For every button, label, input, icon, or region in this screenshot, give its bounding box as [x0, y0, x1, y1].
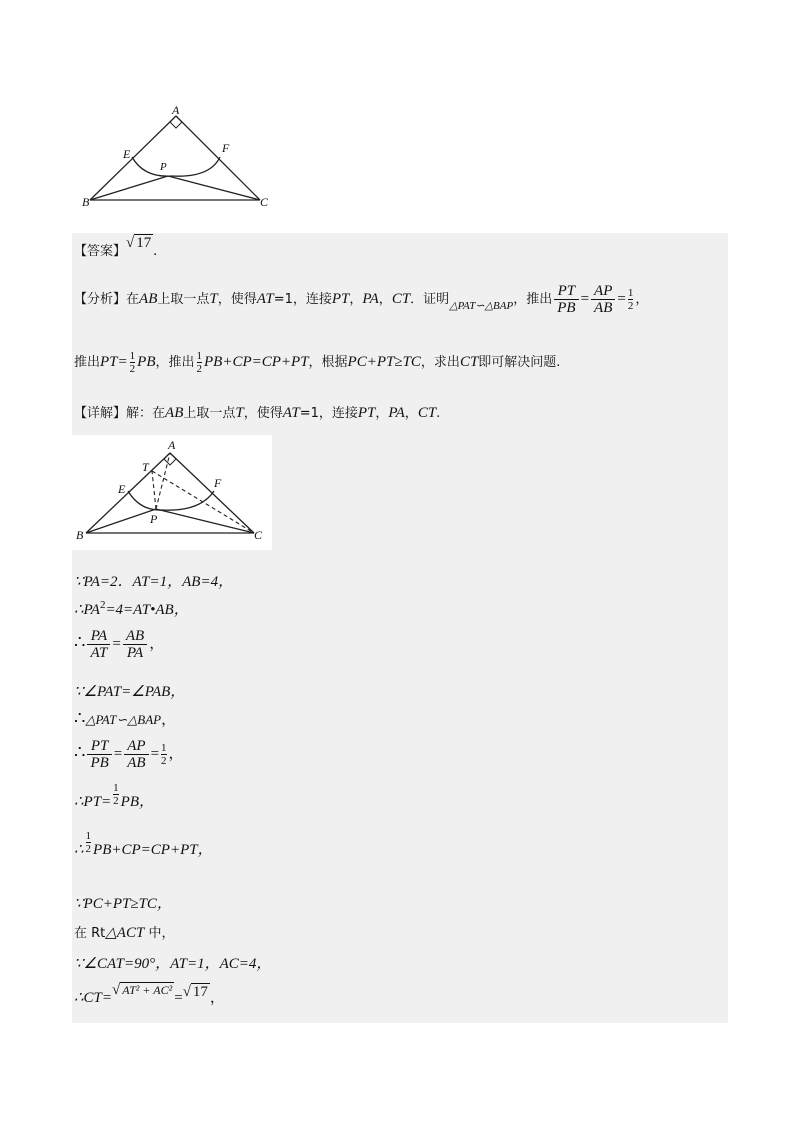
- step-1: ∵PA=2．AT=1，AB=4，: [74, 574, 234, 590]
- segment-ab: [86, 453, 170, 533]
- fraction-pt-pb: $\frac{PT}{PB}$: [554, 283, 578, 316]
- step-2: $\therefore PA^2=4=AT•AB$，: [74, 599, 189, 618]
- text: PA: [362, 290, 379, 307]
- text: 在: [126, 291, 140, 307]
- figure-1-diagram: [80, 100, 280, 212]
- segment-pt-dashed: [152, 471, 156, 509]
- answer-tag: 【答案】: [74, 244, 127, 259]
- label-f: F: [214, 476, 222, 490]
- text: PT=: [100, 353, 128, 370]
- segment-bp: [86, 509, 156, 533]
- fraction-half: $\frac{1}{2}$: [129, 350, 136, 375]
- fraction-half: $\frac{1}{2}$: [627, 287, 634, 312]
- text: PC+PT≥TC: [347, 353, 421, 370]
- text: ，: [378, 291, 392, 307]
- fraction-half: $\frac{1}{2}$: [85, 830, 92, 856]
- text: AB: [139, 290, 158, 307]
- text: 上取一点: [183, 406, 236, 421]
- text: CT: [391, 290, 411, 307]
- step-4: ∵∠PAT=∠PAB，: [74, 684, 186, 700]
- text: .: [436, 406, 441, 421]
- label-b: B: [76, 528, 84, 542]
- text: CT: [459, 353, 479, 370]
- fraction-half: $\frac{1}{2}$: [113, 782, 119, 808]
- text: AB: [165, 405, 184, 421]
- fraction-half: $\frac{1}{2}$: [161, 742, 167, 767]
- label-c: C: [260, 195, 269, 209]
- text: ，推出: [513, 291, 553, 307]
- equals: =: [580, 290, 590, 307]
- text: PT: [357, 405, 376, 421]
- text: ，: [375, 406, 389, 421]
- step-8: ∴ $\frac{1}{2}$ PB+CP=CP+PT，: [74, 830, 213, 858]
- text: ，求出: [420, 354, 460, 370]
- text: 上取一点: [157, 291, 210, 307]
- text: ，使得: [243, 406, 283, 421]
- answer-line: [74, 235, 157, 260]
- answer-sqrt: √ 17: [126, 235, 152, 251]
- step-6: ∴ $\frac{PT}{PB}$ = $\frac{AP}{AB}$ = $\frac{1}{2}$ ，: [74, 738, 184, 771]
- step-5: ∴△PAT∽△BAP，: [74, 708, 177, 728]
- text: ，: [635, 291, 649, 307]
- text: PT: [331, 290, 350, 307]
- label-c: C: [254, 528, 263, 542]
- figure-2-container: [72, 435, 272, 550]
- label-p: P: [160, 161, 167, 173]
- text: ，使得: [217, 291, 257, 307]
- label-a: A: [168, 438, 176, 452]
- text: AT: [282, 405, 300, 421]
- sqrt-expression: √ AT² + AC²: [112, 982, 173, 998]
- segment-ac: [176, 116, 260, 200]
- text: 即可解决问题.: [478, 354, 561, 370]
- step-10: 在 Rt△ACT 中，: [74, 925, 175, 941]
- text: ．证明: [410, 291, 450, 307]
- text: CT: [417, 405, 437, 421]
- segment-pa-dashed: [156, 453, 170, 509]
- label-f: F: [222, 141, 230, 155]
- analysis-line-2: [74, 350, 560, 375]
- step-11: ∵∠CAT=90°，AT=1，AC=4，: [74, 956, 272, 972]
- equals: =: [617, 290, 626, 307]
- segment-pc: [156, 509, 254, 533]
- analysis-tag: 【分析】: [74, 291, 127, 307]
- fraction-pa-at: $\frac{PA}{AT}$: [87, 628, 110, 661]
- step-7: ∴PT= $\frac{1}{2}$ PB，: [74, 782, 154, 810]
- text: T: [209, 290, 218, 307]
- label-p: P: [150, 512, 158, 526]
- text: 推出: [74, 354, 101, 370]
- step-12: ∴CT=√ AT² + AC² =√ 17 ，: [74, 982, 225, 1006]
- answer-end: .: [153, 243, 157, 259]
- text: PB+CP=CP+PT: [204, 353, 309, 370]
- right-angle-mark: [170, 116, 182, 128]
- segment-pc: [168, 176, 260, 200]
- fraction-ap-ab: $\frac{AP}{AB}$: [591, 283, 615, 316]
- text: ，根据: [308, 354, 348, 370]
- arc-ef: [132, 157, 220, 176]
- segment-tc-dashed: [152, 471, 254, 533]
- label-b: B: [82, 195, 90, 209]
- fraction-half: $\frac{1}{2}$: [196, 350, 202, 375]
- detail-line: [74, 402, 440, 422]
- text: ，推出: [155, 354, 195, 370]
- text: =1，连接: [299, 406, 358, 421]
- similar-triangles: △PAT∽△BAP: [449, 299, 514, 312]
- text: PB: [137, 353, 156, 370]
- fraction-ap-ab: $\frac{AP}{AB}$: [124, 738, 148, 771]
- sqrt-result: √ 17: [182, 984, 208, 1000]
- text: =1，连接: [273, 291, 332, 307]
- text: 解：在: [126, 406, 166, 421]
- label-t: T: [142, 460, 149, 474]
- analysis-line-1: [74, 283, 648, 316]
- text: T: [235, 405, 244, 421]
- right-angle-mark: [164, 453, 176, 465]
- fraction-pt-pb: $\frac{PT}{PB}$: [87, 738, 111, 771]
- text: ，: [349, 291, 363, 307]
- label-e: E: [123, 147, 131, 161]
- detail-tag: 【详解】: [74, 406, 127, 421]
- step-3: ∴ $\frac{PA}{AT}$ = $\frac{AB}{PA}$ ，: [74, 628, 165, 661]
- text: AT: [256, 290, 274, 307]
- fraction-ab-pa: $\frac{AB}{PA}$: [123, 628, 147, 661]
- text: ，: [404, 406, 418, 421]
- label-a: A: [172, 103, 180, 117]
- step-9: ∵PC+PT≥TC，: [74, 896, 172, 912]
- figure-2-diagram: [72, 435, 272, 550]
- label-e: E: [118, 482, 126, 496]
- text: PA: [388, 405, 405, 421]
